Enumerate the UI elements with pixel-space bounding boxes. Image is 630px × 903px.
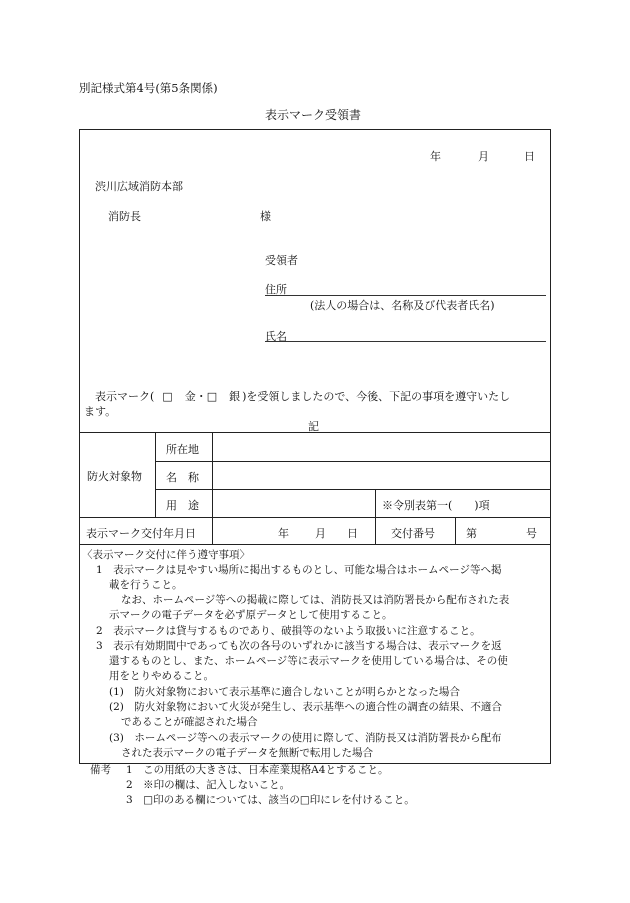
rule-1a: 1 表示マークは見やすい場所に掲出するものとし、可能な場合はホームページ等へ掲 — [96, 564, 502, 576]
date-month: 月 — [478, 150, 489, 163]
issue-month: 月 — [315, 527, 326, 540]
rule-1d: 示マークの電子データを必ず原データとして使用すること。 — [109, 609, 393, 621]
table-vline-issue-value — [455, 517, 456, 544]
rule-sub2a: (2) 防火対象物において火災が発生し、表示基準への適合性の調査の結果、不適合 — [109, 701, 502, 713]
recipient-heading: 受領者 — [265, 254, 298, 267]
rule-2: 2 表示マークは貸与するものであり、破損等のないよう取扱いに注意すること。 — [96, 625, 481, 637]
rule-sub3a: (3) ホームページ等への表示マークの使用に際して、消防長又は消防署長から配布 — [109, 732, 502, 744]
table-line-3 — [79, 517, 551, 518]
addressee-organization: 渋川広域消防本部 — [95, 180, 183, 193]
rule-3b: 還するものとし、また、ホームページ等に表示マークを使用している場合は、その使 — [109, 655, 508, 667]
table-vline-labels — [212, 432, 213, 544]
date-day: 日 — [524, 150, 535, 163]
row-usage-label: 用 途 — [166, 499, 199, 512]
statement-rest: )を受領しましたので、今後、下記の事項を遵守いたし — [242, 390, 511, 403]
name-underline — [265, 341, 546, 342]
statement-line2: ます。 — [84, 405, 117, 418]
statement-prefix: 表示マーク( — [95, 390, 155, 403]
table-top-line — [79, 432, 551, 433]
table-line-1 — [155, 461, 551, 462]
table-vline-usage-note — [375, 489, 376, 517]
gold-checkbox[interactable]: □ — [162, 390, 173, 403]
group-label: 防火対象物 — [87, 470, 142, 483]
rules-heading: 〈表示マーク交付に伴う遵守事項〉 — [82, 549, 250, 561]
table-vline-group — [155, 432, 156, 517]
name-label: 氏名 — [265, 330, 287, 343]
issue-year: 年 — [278, 527, 289, 540]
gold-label: 金・ — [184, 390, 207, 403]
table-line-2 — [155, 489, 551, 490]
rule-3a: 3 表示有効期間中であっても次の各号のいずれかに該当する場合は、表示マークを返 — [96, 640, 502, 652]
issue-date-label: 表示マーク交付年月日 — [86, 527, 196, 540]
issue-no-suffix: 号 — [526, 527, 537, 540]
form-title: 表示マーク受領書 — [265, 108, 362, 122]
address-underline — [265, 295, 546, 296]
table-vline-issue-no — [375, 517, 376, 544]
rule-1b: 載を行うこと。 — [109, 579, 183, 591]
address-note: (法人の場合は、名称及び代表者氏名) — [310, 299, 495, 312]
usage-note: ※令別表第一( )項 — [382, 499, 490, 512]
remark-2: 2 ※印の欄は、記入しないこと。 — [126, 779, 291, 791]
row-location-label: 所在地 — [166, 443, 199, 456]
remark-3: 3 □印のある欄については、該当の□印にレを付けること。 — [126, 794, 415, 806]
table-line-4 — [79, 544, 551, 545]
remarks-label: 備考 — [90, 764, 111, 776]
form-number: 別記様式第4号(第5条関係) — [79, 81, 218, 95]
rule-sub3b: された表示マークの電子データを無断で転用した場合 — [121, 747, 373, 759]
issue-no-prefix: 第 — [466, 527, 477, 540]
issue-no-label: 交付番号 — [391, 527, 435, 540]
rule-1c: なお、ホームページ等への掲載に際しては、消防長又は消防署長から配布された表 — [121, 594, 510, 606]
rule-sub1: (1) 防火対象物において表示基準に適合しないことが明らかとなった場合 — [109, 686, 460, 698]
row-name-label: 名 称 — [166, 471, 199, 484]
addressee-position: 消防長 — [108, 210, 141, 223]
addressee-honorific: 様 — [260, 210, 271, 223]
address-label: 住所 — [265, 283, 287, 296]
silver-label: 銀 — [229, 390, 241, 403]
rule-sub2b: であることが確認された場合 — [121, 716, 258, 728]
rule-3c: 用をとりやめること。 — [109, 670, 214, 682]
statement-line1 — [95, 388, 510, 404]
silver-checkbox[interactable]: □ — [206, 390, 218, 403]
date-year: 年 — [430, 150, 441, 163]
remark-1: 1 この用紙の大きさは、日本産業規格A4とすること。 — [126, 764, 389, 776]
ki-mark: 記 — [308, 420, 319, 433]
issue-day: 日 — [347, 527, 358, 540]
